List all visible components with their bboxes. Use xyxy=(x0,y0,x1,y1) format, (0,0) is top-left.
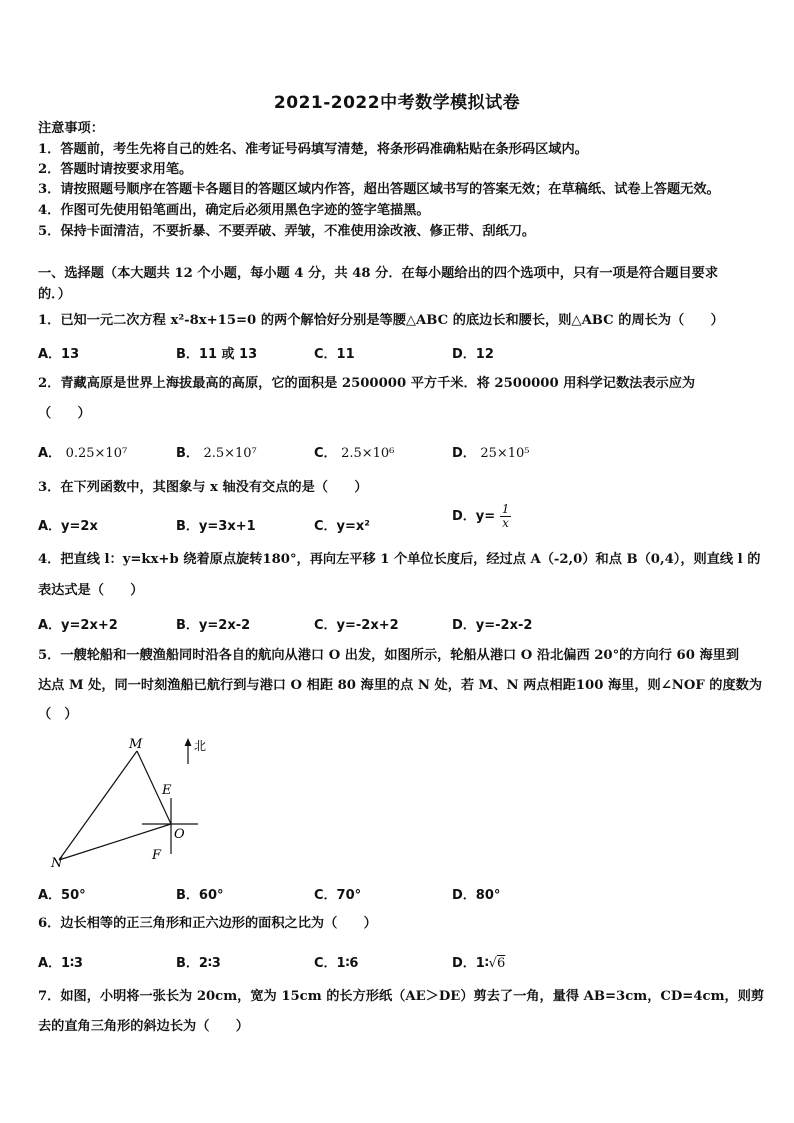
q2-option-a xyxy=(38,442,127,461)
question-2-stem: 2．青藏高原是世界上海拔最高的高原，它的面积是 2500000 平方千米．将 2500000 用科学记数法表示应为 xyxy=(38,376,696,391)
option-label: A． xyxy=(38,446,62,461)
question-6-stem: 6．边长相等的正三角形和正六边形的面积之比为（ ） xyxy=(38,916,377,931)
q2-option-b xyxy=(176,442,257,461)
fraction-denominator: x xyxy=(502,516,509,530)
option-value: 0.25×10⁷ xyxy=(65,446,128,461)
q1-option-b: B．11 或 13 xyxy=(176,347,258,362)
q4-option-d: D．y=-2x-2 xyxy=(452,618,533,633)
option-value: 2.5×10⁷ xyxy=(203,446,257,461)
q6-option-a: A．1∶3 xyxy=(38,956,83,971)
q6-option-b: B．2∶3 xyxy=(176,956,221,971)
q3-option-a: A．y=2x xyxy=(38,519,98,534)
q1-option-d: D．12 xyxy=(452,347,494,362)
option-value: 2.5×10⁶ xyxy=(341,446,395,461)
question-5-stem-cont: 达点 M 处，同一时刻渔船已航行到与港口 O 相距 80 海里的点 N 处，若 M、N 两点相距100 海里，则∠NOF 的度数为 xyxy=(38,678,763,693)
q6-option-d xyxy=(452,952,505,971)
section-heading: 一、选择题（本大题共 12 个小题，每小题 4 分，共 48 分．在每小题给出的四个选项中，只有一项是符合题目要求 xyxy=(38,266,719,281)
notice-item: 4．作图可先使用铅笔画出，确定后必须用黑色字迹的签字笔描黑。 xyxy=(38,203,430,218)
q4-option-c: C．y=-2x+2 xyxy=(314,618,399,633)
notice-item: 2．答题时请按要求用笔。 xyxy=(38,162,193,177)
q5-option-b: B．60° xyxy=(176,888,224,903)
question-5-paren: （ ） xyxy=(38,707,78,722)
option-value: 25×10⁵ xyxy=(480,446,530,461)
q3-option-d xyxy=(452,503,511,530)
q5-figure xyxy=(38,734,208,874)
q5-option-c: C．70° xyxy=(314,888,362,903)
question-4-stem-cont: 表达式是（ ） xyxy=(38,583,144,598)
question-5-stem: 5．一艘轮船和一艘渔船同时沿各自的航向从港口 O 出发，如图所示，轮船从港口 O 沿北偏西 20°的方向行 60 海里到 xyxy=(38,648,740,663)
label-o: O xyxy=(174,827,185,842)
north-arrow-head xyxy=(185,738,192,746)
option-label: B． xyxy=(176,446,199,461)
q2-option-c xyxy=(314,442,394,461)
option-label: D．y= xyxy=(452,509,496,524)
notice-item: 3．请按照题号顺序在答题卡各题目的答题区域内作答，超出答题区域书写的答案无效；在草稿纸、试卷上答题无效。 xyxy=(38,182,720,197)
fraction xyxy=(500,503,512,530)
label-north: 北 xyxy=(194,739,207,753)
q3-option-b: B．y=3x+1 xyxy=(176,519,256,534)
q1-option-c: C．11 xyxy=(314,347,355,362)
q1-option-a: A．13 xyxy=(38,347,80,362)
question-4-stem: 4．把直线 l：y=kx+b 绕着原点旋转180°，再向左平移 1 个单位长度后，经过点 A（-2,0）和点 B（0,4），则直线 l 的 xyxy=(38,552,761,567)
sqrt-sign: √ xyxy=(488,956,497,971)
question-7-stem-cont: 去的直角三角形的斜边长为（ ） xyxy=(38,1019,249,1034)
section-heading-cont: 的．） xyxy=(38,287,71,302)
segment-mn xyxy=(59,751,137,860)
option-label: D． xyxy=(452,446,476,461)
q5-option-a: A．50° xyxy=(38,888,86,903)
fraction-numerator: 1 xyxy=(501,502,510,516)
question-7-stem: 7．如图，小明将一张长为 20cm，宽为 15cm 的长方形纸（AE＞DE）剪去了一角，量得 AB=3cm，CD=4cm，则剪 xyxy=(38,989,765,1004)
question-2-paren: （ ） xyxy=(38,406,91,421)
label-m: M xyxy=(129,737,143,752)
option-label: D．1∶ xyxy=(452,956,489,971)
q6-option-c: C．1∶6 xyxy=(314,956,359,971)
notice-item: 1．答题前，考生先将自己的姓名、准考证号码填写清楚，将条形码准确粘贴在条形码区域内。 xyxy=(38,142,588,157)
option-label: C． xyxy=(314,446,337,461)
question-3-stem: 3．在下列函数中，其图象与 x 轴没有交点的是（ ） xyxy=(38,480,368,495)
label-e: E xyxy=(162,783,172,798)
q4-option-b: B．y=2x-2 xyxy=(176,618,251,633)
label-n: N xyxy=(51,856,63,871)
notice-item: 5．保持卡面清洁，不要折暴、不要弄破、弄皱，不准使用涂改液、修正带、刮纸刀。 xyxy=(38,224,536,239)
sqrt-radicand: 6 xyxy=(496,956,506,971)
q2-option-d xyxy=(452,442,530,461)
q4-option-a: A．y=2x+2 xyxy=(38,618,118,633)
question-1-stem: 1．已知一元二次方程 x²-8x+15=0 的两个解恰好分别是等腰△ABC 的底边长和腰长，则△ABC 的周长为（ ） xyxy=(38,313,724,328)
page-title: 2021-2022中考数学模拟试卷 xyxy=(273,93,521,113)
notice-heading: 注意事项： xyxy=(38,121,104,136)
q3-option-c: C．y=x² xyxy=(314,519,370,534)
label-f: F xyxy=(152,848,162,863)
q5-option-d: D．80° xyxy=(452,888,501,903)
